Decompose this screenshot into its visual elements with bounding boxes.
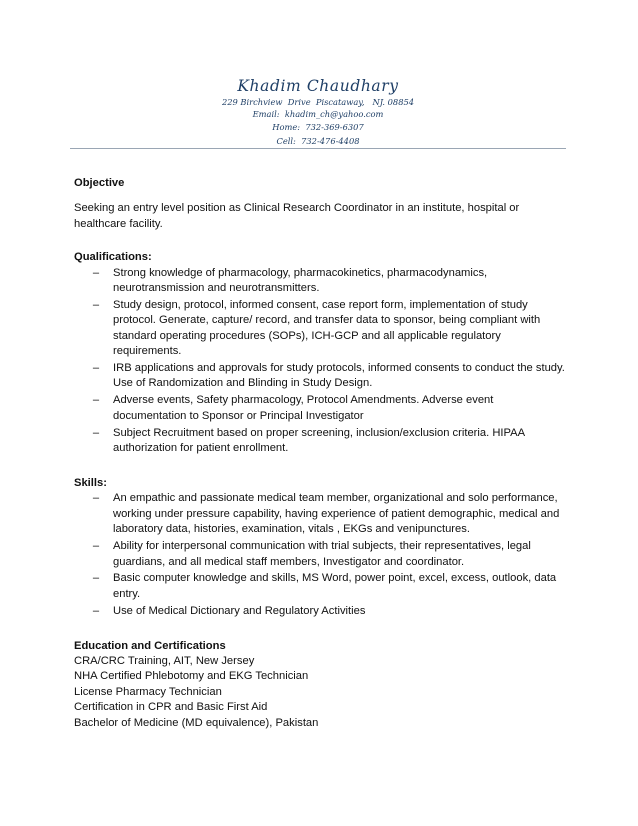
address: 229 Birchview Drive Piscataway, NJ. 08854: [221, 97, 415, 107]
skills-list: [74, 491, 566, 619]
applicant-name: Khadim Chaudhary: [237, 77, 399, 95]
resume-header: [70, 76, 566, 148]
skill-text: An empathic and passionate medical team member, organizational and solo performance, working under pressure capability, having experience of patient demographic, medical and laboratory data, histories, examination, vitals , EKGs and venipunctures.: [113, 492, 560, 536]
qualification-text: Adverse events, Safety pharmacology, Protocol Amendments. Adverse event documentation to Sponsor or Principal Investigator: [113, 394, 494, 422]
qualification-text: Subject Recruitment based on proper screening, inclusion/exclusion criteria. HIPAA authorization for patient enrollment.: [113, 426, 525, 455]
list-item: [74, 539, 566, 570]
dash-bullet-icon: –: [92, 394, 100, 407]
education-item: CRA/CRC Training, AIT, New Jersey: [74, 655, 255, 668]
skill-text: Use of Medical Dictionary and Regulatory Activities: [113, 604, 366, 617]
home-phone: Home: 732-369-6307: [272, 121, 364, 132]
skills-heading: Skills:: [74, 477, 107, 489]
resume-body: [74, 176, 566, 731]
email: Email: khadim_ch@yahoo.com: [252, 109, 384, 120]
dash-bullet-icon: –: [92, 298, 100, 311]
skill-text: Ability for interpersonal communication with trial subjects, their representatives, legal guardians, and all medical staff members, Investigator and coordinator.: [113, 540, 531, 568]
education-heading: Education and Certifications: [74, 639, 226, 652]
qualifications-list: [74, 266, 566, 457]
cell-phone: Cell: 732-476-4408: [276, 136, 360, 147]
list-item: [74, 361, 566, 392]
dash-bullet-icon: –: [92, 362, 100, 375]
list-item: [74, 604, 566, 619]
education-item: Certification in CPR and Basic First Aid: [74, 701, 268, 714]
list-item: [74, 393, 566, 424]
objective-text: Seeking an entry level position as Clinical Research Coordinator in an institute, hospital or healthcare facility.: [74, 202, 520, 230]
dash-bullet-icon: –: [92, 266, 100, 279]
dash-bullet-icon: –: [92, 604, 100, 617]
education-item: Bachelor of Medicine (MD equivalence), Pakistan: [74, 716, 319, 729]
qualification-text: IRB applications and approvals for study protocols, informed consents to conduct the study. Use of Randomization and Blinding in Study Design.: [113, 362, 565, 390]
dash-bullet-icon: –: [92, 492, 100, 505]
list-item: [74, 426, 566, 457]
list-item: [74, 266, 566, 297]
list-item: [74, 491, 566, 537]
list-item: [74, 298, 566, 360]
dash-bullet-icon: –: [92, 540, 100, 553]
qualification-text: Study design, protocol, informed consent, case report form, implementation of study protocol. Generate, capture/ record, and transfer data to sponsor, being compliant with standard operating procedures (SOPs), ICH-GCP and all applicable regulatory requirements.: [113, 298, 541, 358]
qualification-text: Strong knowledge of pharmacology, pharmacokinetics, pharmacodynamics, neurotransmission and neurotransmitters.: [113, 266, 488, 295]
skill-text: Basic computer knowledge and skills, MS Word, power point, excel, excess, outlook, data entry.: [113, 572, 557, 600]
objective-heading: Objective: [74, 177, 125, 189]
education-list: [74, 654, 566, 731]
header-divider: [70, 148, 566, 149]
dash-bullet-icon: –: [92, 572, 100, 585]
education-item: NHA Certified Phlebotomy and EKG Technician: [74, 670, 309, 683]
qualifications-heading: Qualifications:: [74, 251, 152, 264]
education-item: License Pharmacy Technician: [74, 685, 222, 698]
list-item: [74, 571, 566, 602]
dash-bullet-icon: –: [92, 426, 100, 439]
